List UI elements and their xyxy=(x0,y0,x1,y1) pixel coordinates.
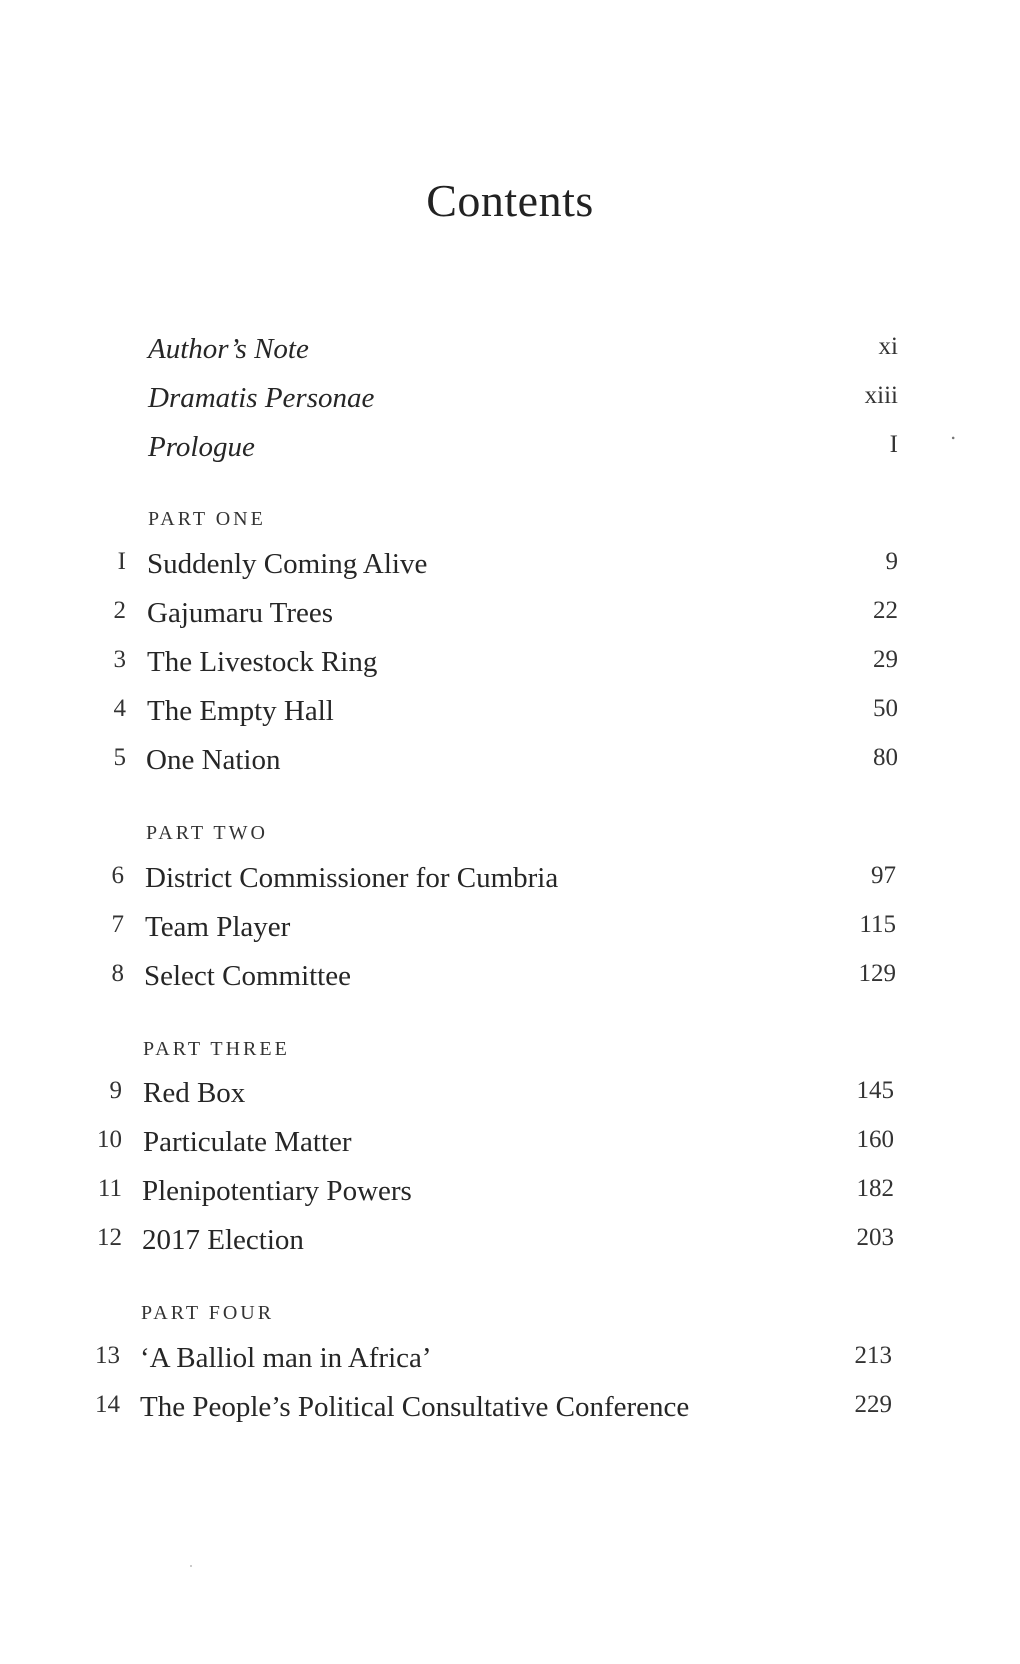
toc-entry-chapter-2[interactable] xyxy=(0,597,1020,637)
toc-entry-chapter-8[interactable] xyxy=(0,960,1020,1000)
part-heading: PART THREE xyxy=(143,1038,290,1060)
toc-entry-page: 29 xyxy=(873,646,898,673)
chapter-number: 7 xyxy=(111,911,124,938)
toc-entry-chapter-14[interactable] xyxy=(0,1391,1020,1431)
chapter-number: 8 xyxy=(111,960,124,987)
chapter-number: 9 xyxy=(109,1077,122,1104)
toc-entry-label: Dramatis Personae xyxy=(148,382,375,414)
toc-entry-chapter-9[interactable] xyxy=(0,1077,1020,1117)
toc-entry-page: 97 xyxy=(871,862,896,889)
toc-entry-chapter-13[interactable] xyxy=(0,1342,1020,1382)
toc-entry-label: Particulate Matter xyxy=(143,1126,352,1158)
toc-entry-chapter-12[interactable] xyxy=(0,1224,1020,1264)
toc-entry-label: One Nation xyxy=(146,744,281,776)
chapter-number: 13 xyxy=(95,1342,120,1369)
toc-entry-page: I xyxy=(889,431,898,458)
toc-entry-chapter-6[interactable] xyxy=(0,862,1020,902)
toc-entry-label: The Livestock Ring xyxy=(147,646,378,678)
toc-entry-label: Author’s Note xyxy=(148,333,309,365)
toc-entry-dramatis-personae[interactable] xyxy=(0,382,1020,422)
toc-entry-label: Plenipotentiary Powers xyxy=(142,1175,412,1207)
toc-entry-chapter-1[interactable] xyxy=(0,548,1020,588)
part-heading: PART FOUR xyxy=(141,1302,275,1324)
toc-entry-page: 145 xyxy=(856,1077,894,1104)
toc-entry-label: District Commissioner for Cumbria xyxy=(145,862,559,894)
toc-entry-chapter-11[interactable] xyxy=(0,1175,1020,1215)
chapter-number: 11 xyxy=(97,1175,122,1202)
toc-entry-label: Red Box xyxy=(143,1077,246,1109)
toc-entry-chapter-3[interactable] xyxy=(0,646,1020,686)
chapter-number: 3 xyxy=(113,646,126,673)
toc-entry-page: 115 xyxy=(859,911,896,938)
chapter-number: 2 xyxy=(113,597,126,624)
toc-entry-page: 80 xyxy=(873,744,898,771)
chapter-number: 6 xyxy=(111,862,124,889)
toc-entry-page: 160 xyxy=(856,1126,894,1153)
toc-entry-page: 50 xyxy=(873,695,898,722)
toc-entry-label: Select Committee xyxy=(144,960,351,992)
print-speck: . xyxy=(950,420,957,444)
toc-entry-page: 182 xyxy=(856,1175,894,1202)
chapter-number: 10 xyxy=(97,1126,122,1153)
toc-entry-label: ‘A Balliol man in Africa’ xyxy=(140,1342,432,1374)
toc-entry-label: Gajumaru Trees xyxy=(147,597,334,629)
toc-entry-chapter-7[interactable] xyxy=(0,911,1020,951)
toc-entry-chapter-10[interactable] xyxy=(0,1126,1020,1166)
toc-entry-label: Suddenly Coming Alive xyxy=(147,548,428,580)
part-heading: PART ONE xyxy=(148,508,266,530)
chapter-number: 5 xyxy=(113,744,126,771)
toc-entry-page: 203 xyxy=(856,1224,894,1251)
toc-entry-label: The Empty Hall xyxy=(147,695,334,727)
toc-entry-authors-note[interactable] xyxy=(0,333,1020,373)
page-title: Contents xyxy=(426,175,594,226)
toc-entry-prologue[interactable] xyxy=(0,431,1020,471)
toc-entry-label: 2017 Election xyxy=(142,1224,304,1256)
toc-entry-page: 213 xyxy=(854,1342,892,1369)
toc-entry-page: xiii xyxy=(864,382,898,409)
toc-entry-chapter-5[interactable] xyxy=(0,744,1020,784)
toc-entry-page: 229 xyxy=(854,1391,892,1418)
toc-entry-label: Team Player xyxy=(145,911,291,943)
print-speck xyxy=(190,1565,192,1567)
toc-entry-page: 129 xyxy=(858,960,896,987)
chapter-number: 12 xyxy=(97,1224,122,1251)
toc-entry-label: Prologue xyxy=(148,431,255,463)
chapter-number: 4 xyxy=(113,695,126,722)
toc-entry-chapter-4[interactable] xyxy=(0,695,1020,735)
toc-entry-label: The People’s Political Consultative Conference xyxy=(140,1391,690,1423)
chapter-number: I xyxy=(117,548,126,575)
toc-entry-page: 22 xyxy=(873,597,898,624)
chapter-number: 14 xyxy=(95,1391,120,1418)
toc-entry-page: xi xyxy=(878,333,898,360)
toc-entry-page: 9 xyxy=(885,548,898,575)
part-heading: PART TWO xyxy=(146,822,268,844)
